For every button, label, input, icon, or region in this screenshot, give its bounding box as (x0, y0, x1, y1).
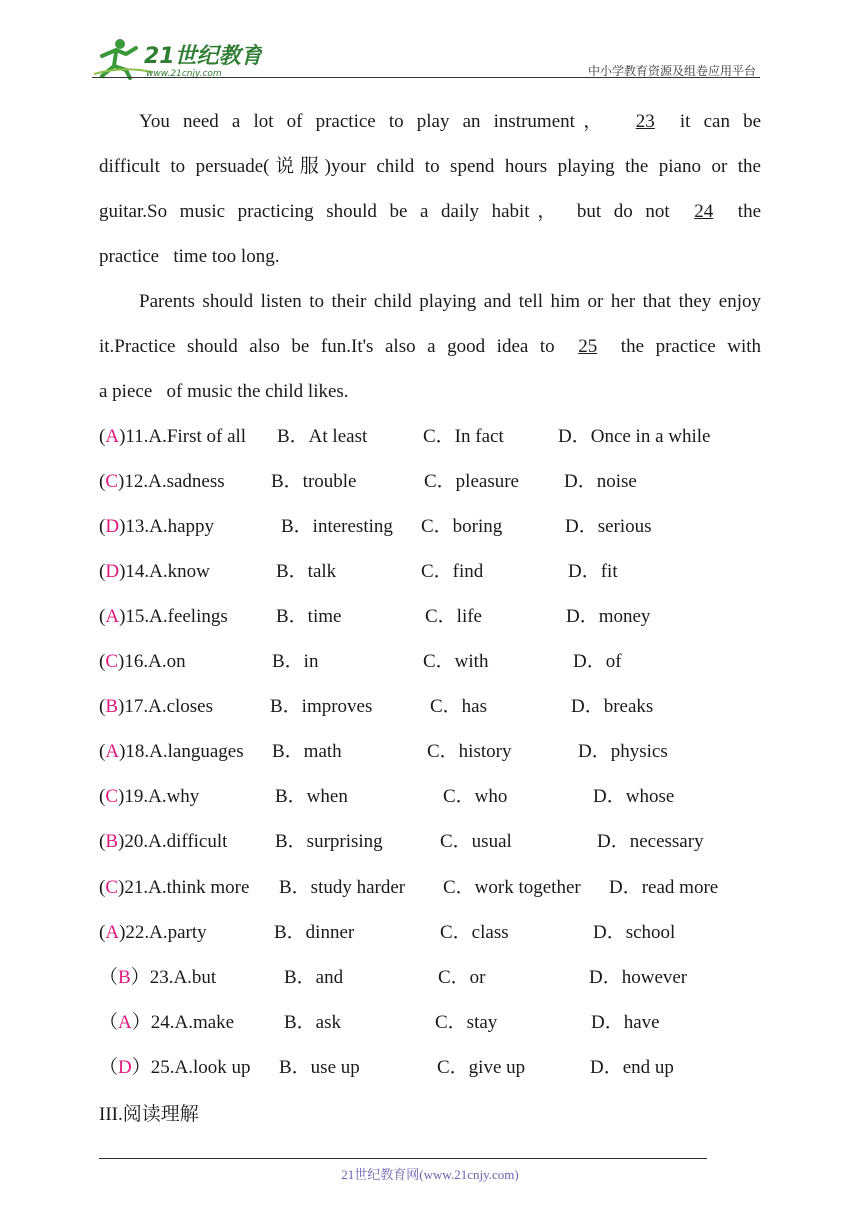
passage-line: guitar.So music practicing should be a daily habit， but do not 24 the (99, 201, 762, 222)
option-c: C．usual (440, 831, 512, 853)
question-row (99, 459, 779, 504)
option-d: D．breaks (571, 696, 654, 718)
footer-divider (99, 1158, 707, 1159)
option-b: B．in (272, 651, 319, 673)
option-a: )14.A.know (119, 561, 210, 583)
option-b: B．time (276, 606, 342, 628)
question-row (99, 684, 779, 729)
option-c: C．give up (437, 1056, 526, 1078)
answer-letter: A (105, 741, 120, 763)
passage-line: it.Practice should also be fun.It's also a good idea to 25 the practice with (99, 336, 762, 357)
option-d: D．end up (590, 1056, 674, 1078)
option-a: )19.A.why (118, 786, 200, 808)
passage-paragraph-2 (99, 279, 761, 414)
blank-25: 25 (578, 336, 598, 357)
question-row (99, 639, 779, 684)
option-d: D．whose (593, 786, 675, 808)
question-row (99, 594, 779, 639)
section-title: III.阅读理解 (99, 1104, 199, 1125)
option-b: B．and (284, 966, 344, 988)
option-d: D．noise (564, 471, 637, 493)
open-paren: （ (99, 1056, 119, 1078)
option-d: D．school (593, 921, 676, 943)
open-paren: ( (99, 516, 106, 538)
answer-letter: C (105, 651, 119, 673)
question-row (99, 819, 779, 864)
open-paren: ( (99, 471, 106, 493)
option-d: D．serious (565, 516, 652, 538)
answer-letter: A (105, 426, 120, 447)
option-b: B．trouble (271, 471, 357, 493)
open-paren: （ (99, 966, 119, 988)
option-c: C．who (443, 786, 508, 808)
option-a: ）24.A.make (131, 1011, 235, 1033)
option-d: D．Once in a while (558, 426, 711, 447)
question-stem (99, 1045, 251, 1090)
logo-text: 21世纪教育 (144, 44, 262, 69)
option-b: B．improves (270, 696, 373, 718)
answer-letter: C (105, 876, 119, 898)
open-paren: ( (99, 741, 106, 763)
option-a: )17.A.closes (118, 696, 213, 718)
option-c: C．boring (421, 516, 503, 538)
logo-url: www.21cnjy.com (146, 69, 222, 79)
passage-line: a piece of music the child likes. (99, 381, 349, 402)
question-stem (99, 549, 210, 594)
answer-letter: D (105, 516, 120, 538)
question-row (99, 549, 779, 594)
open-paren: ( (99, 651, 106, 673)
option-a: )21.A.think more (118, 876, 250, 898)
answer-letter: B (105, 831, 119, 853)
answer-letter: C (105, 471, 119, 493)
option-a: )12.A.sadness (118, 471, 225, 493)
answer-letter: C (105, 786, 119, 808)
question-row (99, 774, 779, 819)
option-a: )22.A.party (119, 921, 207, 943)
question-row (99, 910, 779, 955)
question-stem (99, 910, 207, 955)
question-row (99, 1045, 779, 1090)
option-a: )16.A.on (118, 651, 186, 673)
option-d: D．of (573, 651, 622, 673)
option-b: B．study harder (279, 876, 406, 898)
answer-letter: D (105, 561, 120, 583)
passage-line: practice time too long. (99, 246, 280, 267)
site-logo (92, 36, 262, 80)
question-stem (99, 865, 249, 910)
question-stem (99, 684, 213, 729)
option-c: C．history (427, 741, 512, 763)
option-d: D．money (566, 606, 651, 628)
option-b: B．ask (284, 1011, 342, 1033)
option-d: D．however (589, 966, 688, 988)
answer-letter: B (105, 696, 119, 718)
question-stem (99, 639, 186, 684)
option-c: C．find (421, 561, 484, 583)
question-stem (99, 459, 225, 504)
question-stem (99, 504, 214, 549)
answer-letter: B (118, 966, 131, 988)
open-paren: ( (99, 831, 106, 853)
option-c: C．with (423, 651, 489, 673)
open-paren: ( (99, 606, 106, 628)
passage-line: Parents should listen to their child playing and tell him or her that they enjoy (139, 291, 761, 312)
option-b: B．interesting (281, 516, 393, 538)
footer-text: 21世纪教育网(www.21cnjy.com) (341, 1167, 519, 1182)
option-d: D．read more (609, 876, 719, 898)
answer-letter: D (118, 1056, 132, 1078)
open-paren: ( (99, 921, 106, 943)
option-a: ）25.A.look up (131, 1056, 251, 1078)
question-stem (99, 729, 244, 774)
option-c: C．stay (435, 1011, 498, 1033)
option-a: )11.A.First of all (119, 426, 247, 447)
option-d: D．have (591, 1011, 660, 1033)
option-c: C．work together (443, 876, 581, 898)
question-row (99, 865, 779, 910)
blank-24: 24 (694, 201, 714, 222)
question-row (99, 729, 779, 774)
option-d: D．fit (568, 561, 618, 583)
option-b: B．surprising (275, 831, 383, 853)
option-c: C．pleasure (424, 471, 519, 493)
question-row (99, 955, 779, 1000)
passage-line: difficult to persuade(说服)your child to spend hours playing the piano or the (99, 156, 761, 177)
passage-line: You need a lot of practice to play an instrument， 23 it can be (139, 111, 762, 132)
option-d: D．physics (578, 741, 668, 763)
question-stem (99, 774, 199, 819)
question-row (99, 504, 779, 549)
option-a: )18.A.languages (119, 741, 244, 763)
option-b: B．math (272, 741, 342, 763)
question-row (99, 414, 779, 459)
blank-23: 23 (635, 111, 655, 132)
passage-paragraph-1 (99, 99, 761, 279)
open-paren: ( (99, 426, 106, 447)
option-c: C．life (425, 606, 482, 628)
option-b: B．use up (279, 1056, 360, 1078)
answer-letter: A (105, 921, 120, 943)
answer-letter: A (118, 1011, 132, 1033)
question-stem (99, 1000, 234, 1045)
open-paren: ( (99, 786, 106, 808)
option-a: ）23.A.but (130, 966, 217, 988)
option-b: B．At least (277, 426, 368, 447)
logo-runner-icon (92, 36, 262, 80)
question-stem (99, 594, 228, 639)
question-row (99, 1000, 779, 1045)
option-b: B．dinner (274, 921, 355, 943)
option-b: B．when (275, 786, 348, 808)
option-c: C．or (438, 966, 486, 988)
open-paren: ( (99, 876, 106, 898)
answer-letter: A (105, 606, 120, 628)
open-paren: （ (99, 1011, 119, 1033)
option-c: C．class (440, 921, 509, 943)
option-a: )13.A.happy (119, 516, 215, 538)
option-a: )20.A.difficult (118, 831, 228, 853)
header-platform-text: 中小学教育资源及组卷应用平台 (587, 64, 756, 78)
question-stem (99, 819, 227, 864)
question-stem (99, 955, 216, 1000)
open-paren: ( (99, 561, 106, 583)
option-b: B．talk (276, 561, 337, 583)
option-c: C．In fact (423, 426, 504, 447)
header-divider (92, 77, 760, 78)
option-d: D．necessary (597, 831, 704, 853)
option-c: C．has (430, 696, 488, 718)
question-stem (99, 414, 246, 459)
open-paren: ( (99, 696, 106, 718)
option-a: )15.A.feelings (119, 606, 228, 628)
